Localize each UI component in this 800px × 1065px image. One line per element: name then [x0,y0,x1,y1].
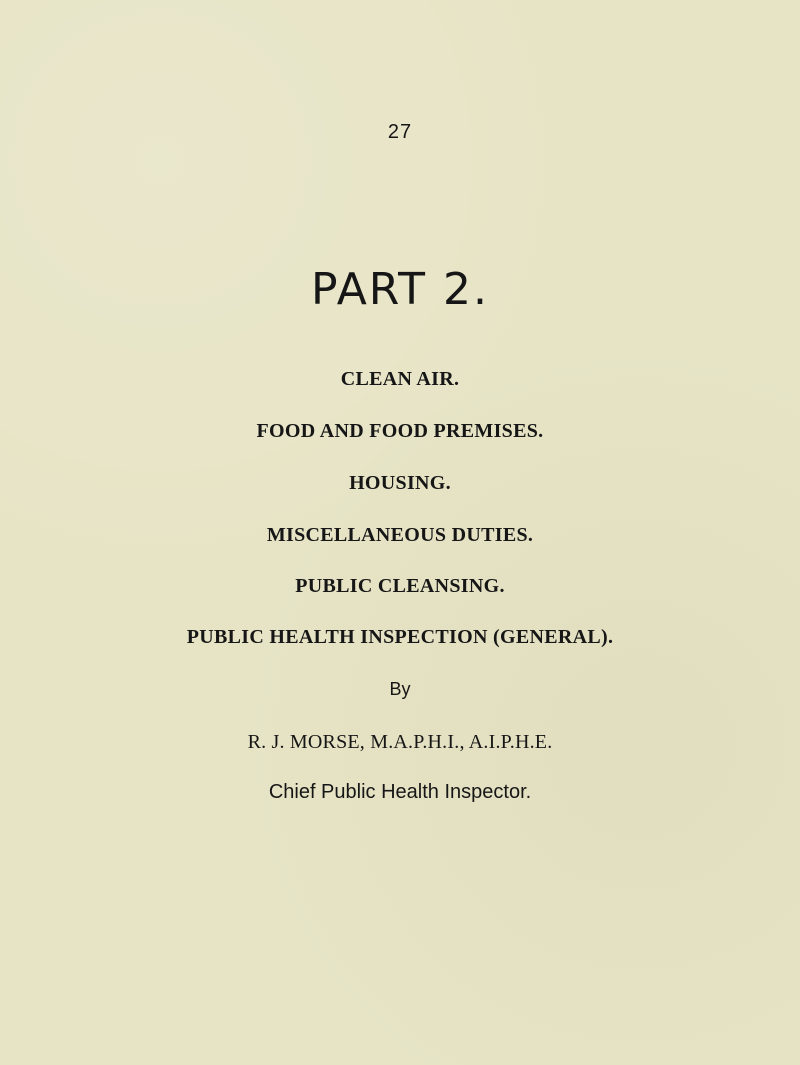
by-label: By [389,679,411,699]
section-public-cleansing: PUBLIC CLEANSING. [295,575,505,597]
page-number: 27 [387,121,413,143]
part-heading: PART 2. [310,264,490,315]
section-public-health-inspection: PUBLIC HEALTH INSPECTION (GENERAL). [186,626,614,648]
section-miscellaneous-duties: MISCELLANEOUS DUTIES. [266,524,534,546]
section-food-premises: FOOD AND FOOD PREMISES. [256,420,544,442]
section-housing: HOUSING. [349,472,451,494]
author-line: R. J. MORSE, M.A.P.H.I., A.I.P.H.E. [247,731,553,753]
section-clean-air: CLEAN AIR. [340,368,460,390]
author-role: Chief Public Health Inspector. [268,781,532,803]
